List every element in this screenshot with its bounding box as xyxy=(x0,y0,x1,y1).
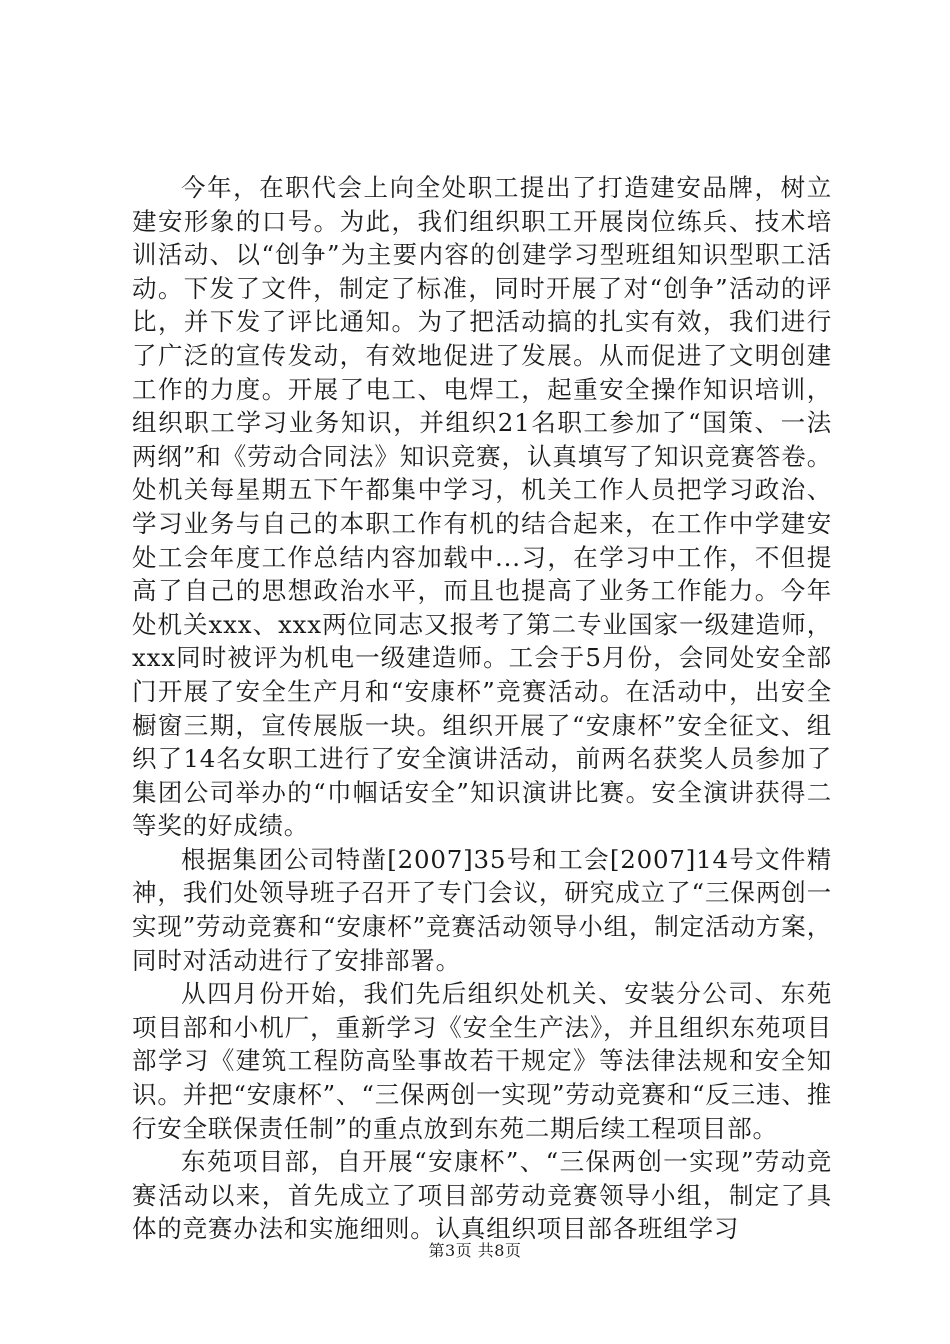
document-body xyxy=(132,171,832,1246)
paragraph-2: 根据集团公司特凿[2007]35号和工会[2007]14号文件精神，我们处领导班子召开了专门会议，研究成立了“三保两创一实现”劳动竞赛和“安康杯”竞赛活动领导小组，制定活动方案，同时对活动进行了安排部署。 xyxy=(132,844,832,975)
paragraph-1: 今年，在职代会上向全处职工提出了打造建安品牌，树立建安形象的口号。为此，我们组织职工开展岗位练兵、技术培训活动、以“创争”为主要内容的创建学习型班组知识型职工活动。下发了文件，制定了标准，同时开展了对“创争”活动的评比，并下发了评比通知。为了把活动搞的扎实有效，我们进行了广泛的宣传发动，有效地促进了发展。从而促进了文明创建工作的力度。开展了电工、电焊工，起重安全操作知识培训，组织职工学习业务知识，并组织21名职工参加了“国策、一法两纲”和《劳动合同法》知识竞赛，认真填写了知识竞赛答卷。处机关每星期五下午都集中学习，机关工作人员把学习政治、学习业务与自己的本职工作有机的结合起来，在工作中学建安处工会年度工作总结内容加载中...习，在学习中工作，不但提高了自己的思想政治水平，而且也提高了业务工作能力。今年处机关xxx、xxx两位同志又报考了第二专业国家一级建造师，xxx同时被评为机电一级建造师。工会于5月份，会同处安全部门开展了安全生产月和“安康杯”竞赛活动。在活动中，出安全橱窗三期，宣传展版一块。组织开展了“安康杯”安全征文、组织了14名女职工进行了安全演讲活动，前两名获奖人员参加了集团公司举办的“巾帼话安全”知识演讲比赛。安全演讲获得二等奖的好成绩。 xyxy=(132,173,833,841)
paragraph-3: 从四月份开始，我们先后组织处机关、安装分公司、东苑项目部和小机厂，重新学习《安全生产法》，并且组织东苑项目部学习《建筑工程防高坠事故若干规定》等法律法规和安全知识。并把“安康杯”、“三保两创一实现”劳动竞赛和“反三违、推行安全联保责任制”的重点放到东苑二期后续工程项目部。 xyxy=(132,979,832,1143)
paragraph-4: 东苑项目部，自开展“安康杯”、“三保两创一实现”劳动竞赛活动以来，首先成立了项目部劳动竞赛领导小组，制定了具体的竞赛办法和实施细则。认真组织项目部各班组学习 xyxy=(132,1147,832,1244)
page-footer: 第3页 共8页 xyxy=(428,1241,522,1260)
